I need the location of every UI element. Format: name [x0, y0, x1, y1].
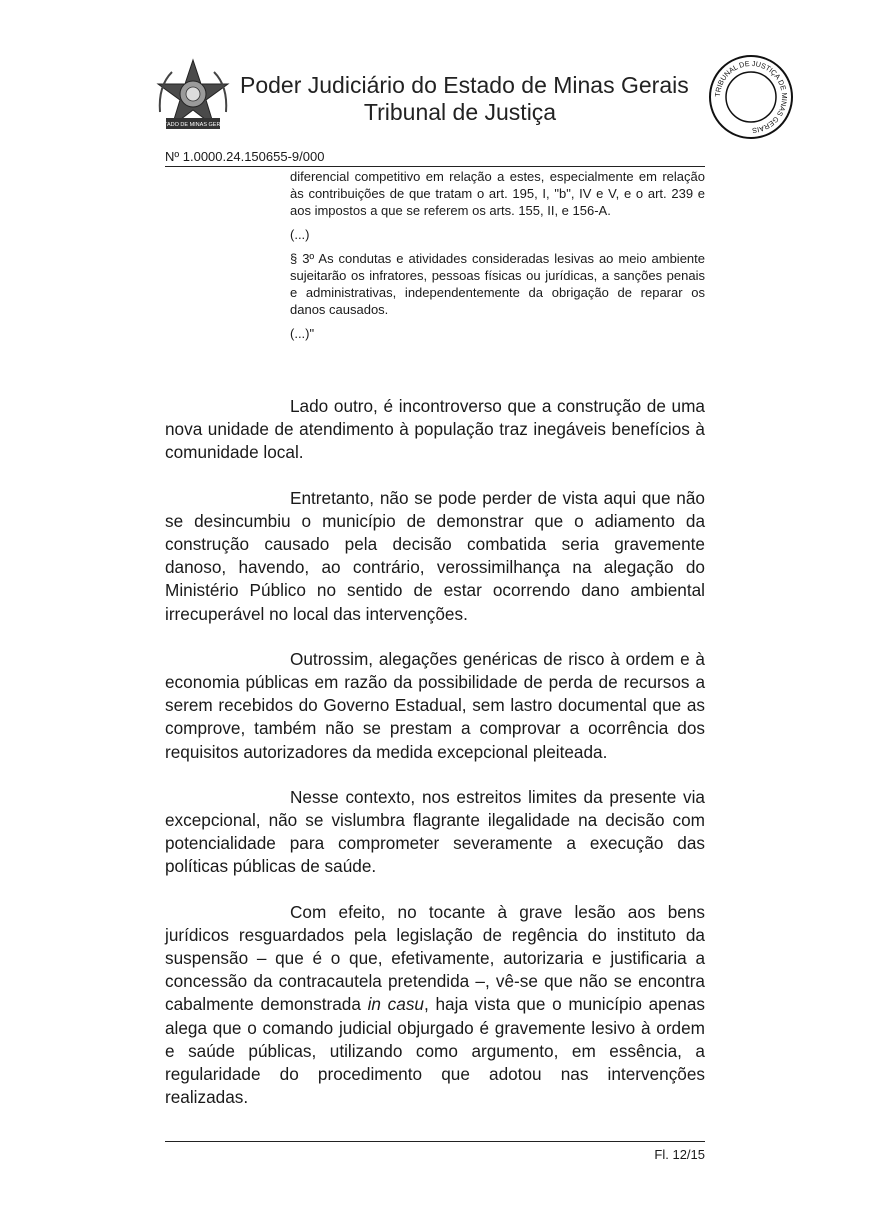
document-body: [165, 395, 705, 1131]
italic-latin-term: in casu: [367, 994, 424, 1015]
body-text-span: , haja vista que o município apenas alega que o comando judicial objurgado é gravemente lesivo à ordem e saúde públicas, utilizando como argumento, em essência, a regularidade do procedimento que adotou nas intervenções realizadas.: [165, 994, 705, 1108]
page-header: [0, 0, 870, 160]
body-paragraph: Entretanto, não se pode perder de vista aqui que não se desincumbiu o município de demonstrar que o adiamento da construção causado pela decisão combatida seria gravemente danoso, havendo, ao contrário, verossimilhança na alegação do Ministério Público no sentido de estar ocorrendo dano ambiental irrecuperável no local das intervenções.: [165, 487, 705, 624]
court-subtitle: Tribunal de Justiça: [363, 99, 557, 125]
body-paragraph: [165, 901, 705, 1110]
court-seal-icon: [708, 54, 794, 140]
court-name: Poder Judiciário do Estado de Minas Gerais: [240, 72, 689, 98]
quote-paragraph: (...): [290, 227, 310, 242]
coat-of-arms-icon: [152, 56, 234, 136]
quote-paragraph: (...)": [290, 326, 315, 341]
quote-paragraph: § 3º As condutas e atividades consideradas lesivas ao meio ambiente sujeitarão os infratores, pessoas físicas ou jurídicas, a sanções penais e administrativas, independentemente da obrigação de reparar os danos causados.: [290, 251, 705, 317]
svg-text:TRIBUNAL DE JUSTIÇA DE MINAS G: TRIBUNAL DE JUSTIÇA DE MINAS GERAIS: [712, 58, 790, 136]
legal-quote: [290, 168, 705, 349]
process-number: Nº 1.0000.24.150655-9/000: [165, 148, 705, 167]
svg-text:ESTADO DE MINAS GERAIS: ESTADO DE MINAS GERAIS: [156, 122, 230, 128]
body-text-span: Com efeito, no tocante à grave lesão aos bens jurídicos resguardados pela legislação de regência do instituto da suspensão – que é o que, efetivamente, autorizaria e justificaria a concessão da contracautela pretendida –, vê-se que não se encontra cabalmente demonstrada: [165, 901, 705, 1015]
body-paragraph: Lado outro, é incontroverso que a construção de uma nova unidade de atendimento à população traz inegáveis benefícios à comunidade local.: [165, 396, 705, 463]
quote-paragraph: diferencial competitivo em relação a estes, especialmente em relação às contribuições de que tratam o art. 195, I, "b", IV e V, e o art. 239 e aos impostos a que se referem os arts. 155, II, e 156-A.: [290, 169, 705, 218]
page-folio: Fl. 12/15: [654, 1147, 705, 1162]
footer-divider: [165, 1141, 705, 1142]
body-paragraph: Outrossim, alegações genéricas de risco à ordem e à economia públicas em razão da possibilidade de perda de recursos a serem recebidos do Governo Estadual, sem lastro documental que as comprove, também não se prestam a comprovar a ocorrência dos requisitos autorizadores da medida excepcional pleiteada.: [165, 648, 705, 762]
body-paragraph: Nesse contexto, nos estreitos limites da presente via excepcional, não se vislumbra flagrante ilegalidade na decisão com potencialidade para comprometer severamente a execução das políticas públicas de saúde.: [165, 786, 705, 877]
